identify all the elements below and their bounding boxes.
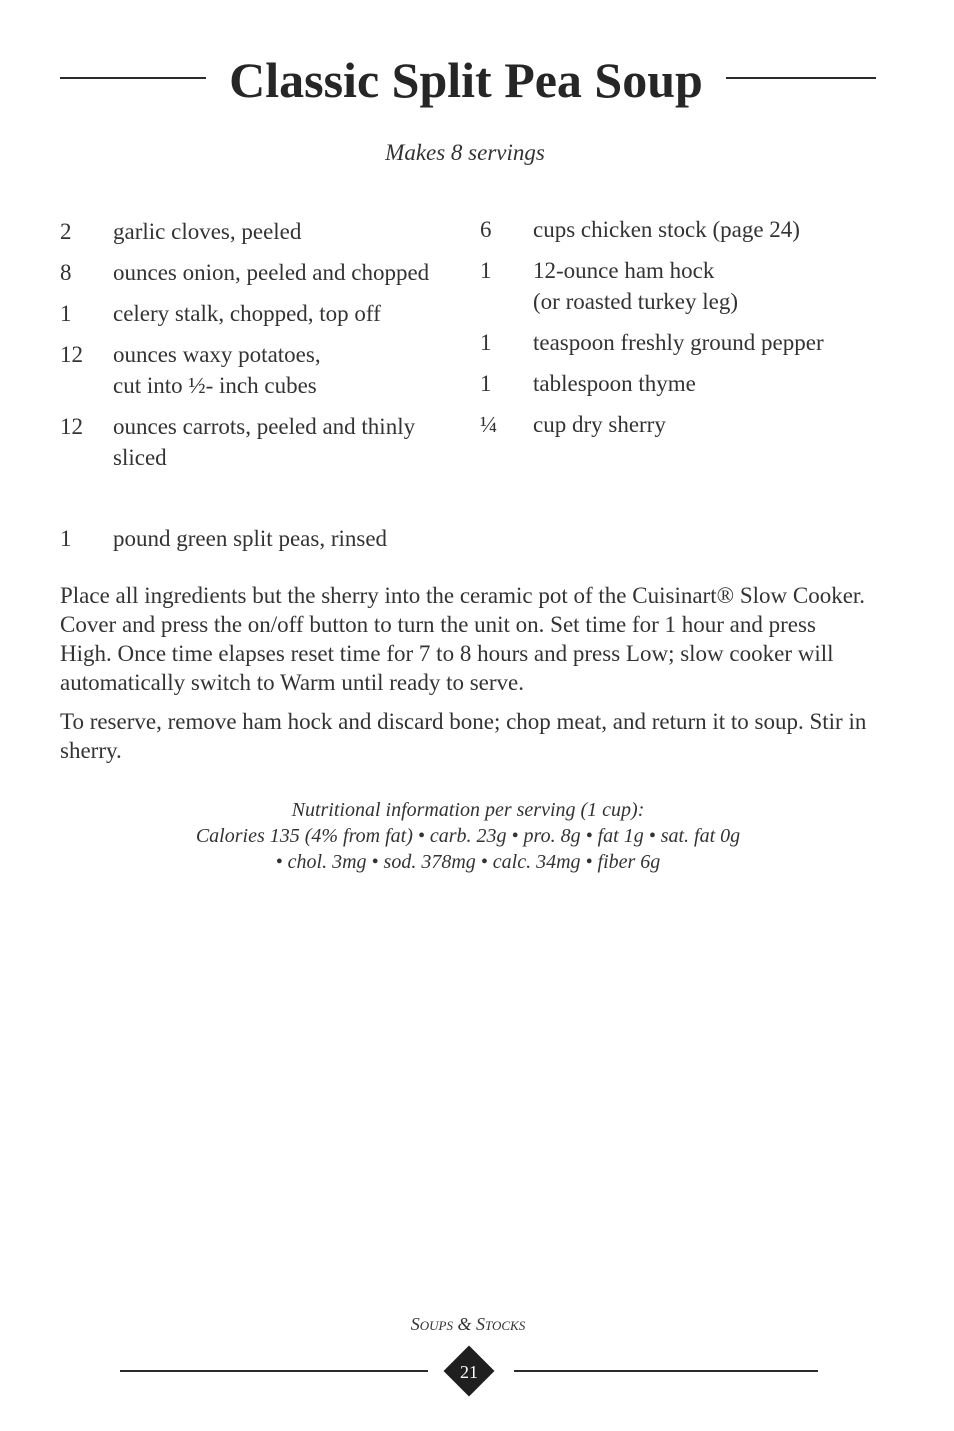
recipe-title: Classic Split Pea Soup — [229, 52, 703, 108]
ingredient-desc-line: 12-ounce ham hock — [533, 258, 715, 283]
title-row — [60, 48, 876, 112]
ingredient-item — [60, 257, 470, 288]
ingredient-qty: 12 — [60, 342, 83, 367]
ingredient-qty: 8 — [60, 260, 72, 285]
nutrition-line: • chol. 3mg • sod. 378mg • calc. 34mg • fiber 6g — [275, 851, 661, 873]
ingredient-item — [480, 327, 880, 358]
ingredient-item — [480, 255, 880, 317]
ingredient-desc-line: cut into ½- inch cubes — [113, 373, 317, 398]
ingredient-item — [60, 411, 470, 473]
ingredient-item — [60, 216, 470, 247]
ingredient-desc — [113, 411, 470, 473]
ingredient-desc — [113, 339, 470, 401]
ingredient-qty: 1 — [480, 258, 492, 283]
ingredient-item — [480, 409, 880, 440]
instruction-paragraph: Place all ingredients but the sherry into the ceramic pot of the Cuisinart® Slow Cooker. Cover and press the on/off button to turn the unit on. Set time for 1 hour and press High. Once time elapses reset time for 7 to 8 hours and press Low; slow cooker will automatically switch to Warm until ready to serve. — [60, 583, 866, 695]
servings-note: Makes 8 servings — [385, 140, 545, 165]
ingredient-desc-line: ounces carrots, peeled and thinly — [113, 414, 416, 439]
ingredients-left-column — [60, 216, 470, 483]
ingredient-item — [60, 523, 480, 554]
footer-rule-right — [514, 1370, 818, 1372]
ingredient-desc-line: ounces waxy potatoes, — [113, 342, 321, 367]
title-rule-left — [60, 77, 206, 79]
ingredient-desc — [533, 255, 880, 317]
ingredient-desc-line: sliced — [113, 445, 167, 470]
section-label: Soups & Stocks — [410, 1314, 526, 1334]
ingredient-desc: tablespoon thyme — [533, 371, 696, 396]
ingredient-qty: 6 — [480, 217, 492, 242]
ingredient-qty: 1 — [60, 301, 72, 326]
ingredient-qty: 1 — [480, 371, 492, 396]
ingredient-qty: ¼ — [480, 412, 498, 437]
ingredients-right-column — [480, 214, 880, 450]
ingredient-item — [480, 214, 880, 245]
ingredient-desc: teaspoon freshly ground pepper — [533, 330, 824, 355]
ingredient-item — [60, 339, 470, 401]
page-number: 21 — [460, 1362, 478, 1382]
ingredient-qty: 1 — [480, 330, 492, 355]
nutrition-line: Calories 135 (4% from fat) • carb. 23g • pro. 8g • fat 1g • sat. fat 0g — [195, 825, 741, 847]
ingredient-desc: cups chicken stock (page 24) — [533, 217, 800, 242]
footer-rule-left — [120, 1370, 428, 1372]
ingredient-qty: 12 — [60, 414, 83, 439]
ingredient-item — [480, 368, 880, 399]
ingredient-desc: celery stalk, chopped, top off — [113, 301, 381, 326]
ingredient-desc: ounces onion, peeled and chopped — [113, 260, 430, 285]
nutrition-info — [60, 797, 876, 875]
ingredient-qty: 2 — [60, 219, 72, 244]
ingredient-qty: 1 — [60, 526, 72, 551]
ingredient-desc-line: (or roasted turkey leg) — [533, 289, 739, 314]
ingredient-desc: garlic cloves, peeled — [113, 219, 302, 244]
instruction-paragraph: To reserve, remove ham hock and discard bone; chop meat, and return it to soup. Stir in sherry. — [60, 709, 867, 763]
ingredient-desc: cup dry sherry — [533, 412, 666, 437]
title-rule-right — [726, 77, 876, 79]
instructions — [60, 581, 870, 775]
ingredient-desc: pound green split peas, rinsed — [113, 526, 388, 551]
nutrition-heading: Nutritional information per serving (1 cup): — [291, 799, 645, 821]
ingredient-item — [60, 298, 470, 329]
